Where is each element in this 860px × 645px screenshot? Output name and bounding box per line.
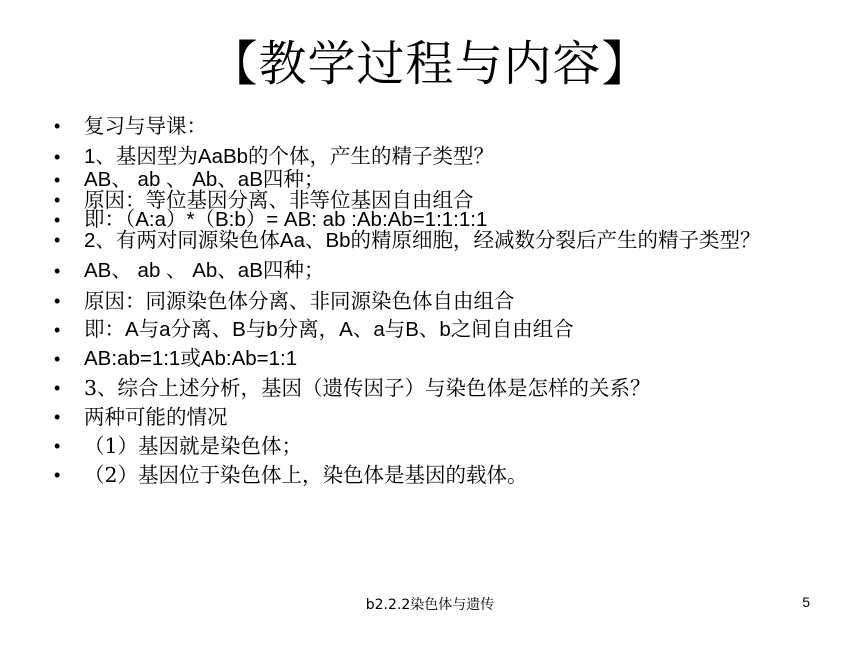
bullet-dot-icon: •: [54, 210, 61, 230]
bullet-item: [52, 230, 822, 251]
bullet-text: 2、有两对同源染色体Aa、Bb的精原细胞，经减数分裂后产生的精子类型？: [84, 229, 761, 252]
bullet-text: 即：（A:a）*（B:b）= AB: ab :Ab:Ab=1:1:1:1: [84, 208, 488, 231]
bullet-list: [52, 114, 822, 487]
bullet-dot-icon: •: [54, 261, 61, 281]
bullet-text: 3、综合上述分析，基因（遗传因子）与染色体是怎样的关系？: [84, 376, 651, 400]
bullet-text: AB、 ab 、 Ab、aB四种；: [84, 168, 325, 191]
bullet-text: 复习与导课：: [84, 114, 207, 138]
slide-title: 【教学过程与内容】: [209, 36, 651, 92]
bullet-item: [52, 434, 822, 458]
bullet-dot-icon: •: [54, 291, 61, 311]
bullet-text: （1）基因就是染色体；: [84, 434, 303, 458]
slide-footer: b2.2.2染色体与遗传: [365, 597, 495, 613]
bullet-dot-icon: •: [54, 147, 61, 167]
bullet-item: [52, 405, 822, 429]
page-number: 5: [802, 594, 810, 610]
bullet-text: 原因：等位基因分离、非等位基因自由组合: [84, 188, 474, 212]
bullet-dot-icon: •: [54, 378, 61, 398]
bullet-item: [52, 376, 822, 400]
bullet-dot-icon: •: [54, 436, 61, 456]
bullet-item: [52, 347, 822, 371]
bullet-item: [52, 318, 822, 342]
bullet-item: [52, 114, 822, 138]
bullet-dot-icon: •: [54, 230, 61, 250]
bullet-dot-icon: •: [54, 349, 61, 369]
bullet-text: AB、 ab 、 Ab、aB四种；: [84, 259, 325, 282]
bullet-text: 两种可能的情况: [84, 405, 228, 429]
bullet-item: [52, 259, 822, 283]
bullet-item: [52, 289, 822, 313]
bullet-text: （2）基因位于染色体上，染色体是基因的载体。: [84, 463, 528, 487]
bullet-dot-icon: •: [54, 116, 61, 136]
bullet-dot-icon: •: [54, 170, 61, 190]
bullet-dot-icon: •: [54, 407, 61, 427]
bullet-item: [52, 463, 822, 487]
bullet-dot-icon: •: [54, 465, 61, 485]
bullet-text: 原因：同源染色体分离、非同源染色体自由组合: [84, 289, 515, 313]
bullet-dot-icon: •: [54, 320, 61, 340]
bullet-item: [52, 145, 822, 169]
bullet-dot-icon: •: [54, 190, 61, 210]
bullet-text: AB:ab=1:1或Ab:Ab=1:1: [84, 347, 298, 370]
bullet-text: 即：A与a分离、B与b分离，A、a与B、b之间自由组合: [84, 318, 574, 341]
bullet-text: 1、基因型为AaBb的个体，产生的精子类型？: [84, 145, 495, 168]
